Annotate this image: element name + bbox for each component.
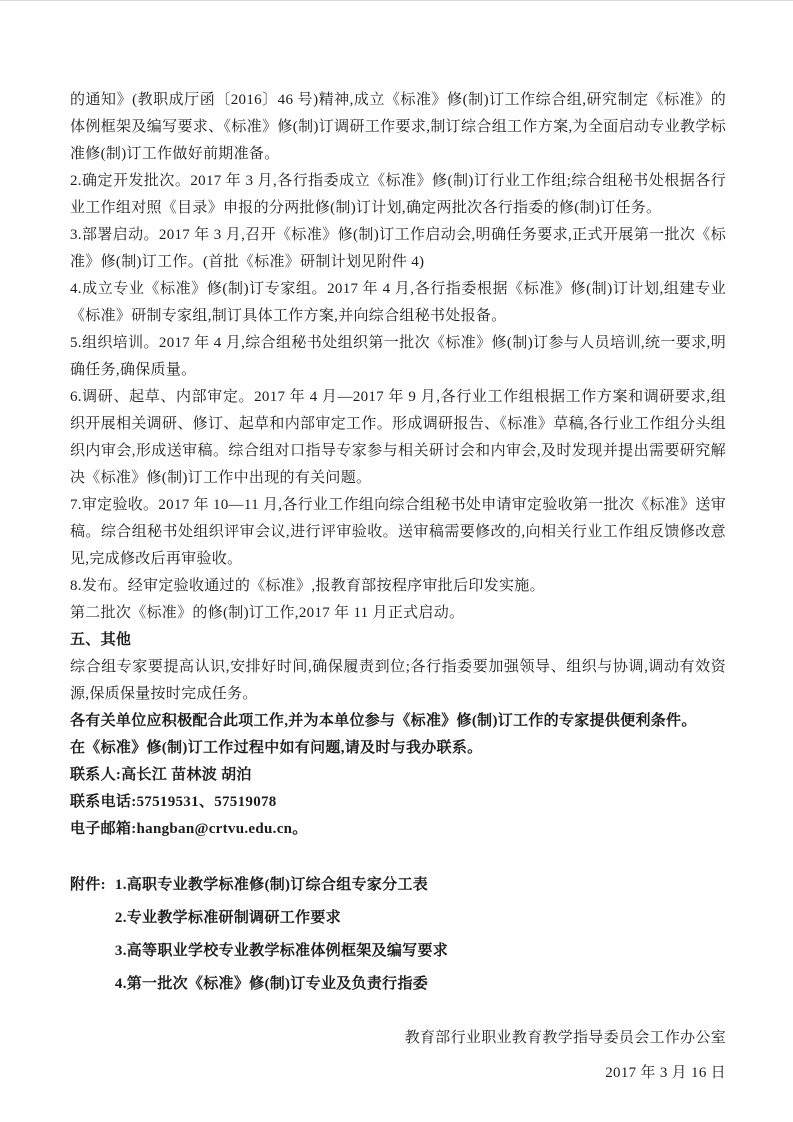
paragraph-step-7: 7.审定验收。2017 年 10—11 月,各行业工作组向综合组秘书处申请审定验收第一批次《标准》送审稿。综合组秘书处组织评审会议,进行评审验收。送审稿需要修改的,向相关行业工作组反馈修改意见,完成修改后再审验收。 [70,497,726,567]
paragraph-second-batch: 第二批次《标准》的修(制)订工作,2017 年 11 月正式启动。 [70,605,465,621]
paragraph-other-requirements: 综合组专家要提高认识,安排好时间,确保履责到位;各行指委要加强领导、组织与协调,调动有效资源,保质保量按时完成任务。 [70,659,726,702]
paragraph-continuation: 的通知》(教职成厅函〔2016〕46 号)精神,成立《标准》修(制)订工作综合组,研究制定《标准》的体例框架及编写要求、《标准》修(制)订调研工作要求,制订综合组工作方案,为全面启动专业教学标准修(制)订工作做好前期准备。 [70,92,726,162]
attachment-item-3: 3.高等职业学校专业教学标准体例框架及编写要求 [114,943,449,959]
contact-phone-line: 联系电话:57519531、57519078 [70,794,277,810]
signature-organization: 教育部行业职业教育教学指导委员会工作办公室 [404,1030,726,1046]
section-heading-other: 五、其他 [70,632,132,648]
contact-email-line: 电子邮箱:hangban@crtvu.edu.cn。 [70,821,308,837]
attachment-item-2: 2.专业教学标准研制调研工作要求 [114,910,341,926]
paragraph-step-5: 5.组织培训。2017 年 4 月,综合组秘书处组织第一批次《标准》修(制)订参与人员培训,统一要求,明确任务,确保质量。 [70,335,726,378]
paragraph-step-2: 2.确定开发批次。2017 年 3 月,各行指委成立《标准》修(制)订行业工作组;综合组秘书处根据各行业工作组对照《目录》申报的分两批修(制)订计划,确定两批次各行指委的修(制)订任务。 [70,173,726,216]
attachments-block [70,869,726,1001]
document-content [70,87,726,1091]
attachments-label: 附件: [70,877,106,893]
paragraph-cooperation-note: 各有关单位应积极配合此项工作,并为本单位参与《标准》修(制)订工作的专家提供便利条件。 [70,713,697,729]
attachments-list [115,869,448,1001]
paragraph-step-8: 8.发布。经审定验收通过的《标准》,报教育部按程序审批后印发实施。 [70,578,545,594]
signature-block [70,1021,726,1091]
attachment-item-1: 1.高职专业教学标准修(制)订综合组专家分工表 [114,877,429,893]
paragraph-step-4: 4.成立专业《标准》修(制)订专家组。2017 年 4 月,各行指委根据《标准》修(制)订计划,组建专业《标准》研制专家组,制订具体工作方案,并向综合组秘书处报备。 [70,281,726,324]
paragraph-contact-note: 在《标准》修(制)订工作过程中如有问题,请及时与我办联系。 [70,740,483,756]
contact-person-line: 联系人:高长江 苗林波 胡泊 [70,767,252,783]
paragraph-step-6: 6.调研、起草、内部审定。2017 年 4 月—2017 年 9 月,各行业工作组根据工作方案和调研要求,组织开展相关调研、修订、起草和内部审定工作。形成调研报告、《标准》草稿,各行业工作组分头组织内审会,形成送审稿。综合组对口指导专家参与相关研讨会和内审会,及时发现并提出需要研究解决《标准》修(制)订工作中出现的有关问题。 [70,389,726,486]
attachment-item-4: 4.第一批次《标准》修(制)订专业及负责行指委 [114,976,429,992]
paragraph-step-3: 3.部署启动。2017 年 3 月,召开《标准》修(制)订工作启动会,明确任务要求,正式开展第一批次《标准》修(制)订工作。(首批《标准》研制计划见附件 4) [70,227,726,270]
signature-date: 2017 年 3 月 16 日 [605,1065,726,1081]
